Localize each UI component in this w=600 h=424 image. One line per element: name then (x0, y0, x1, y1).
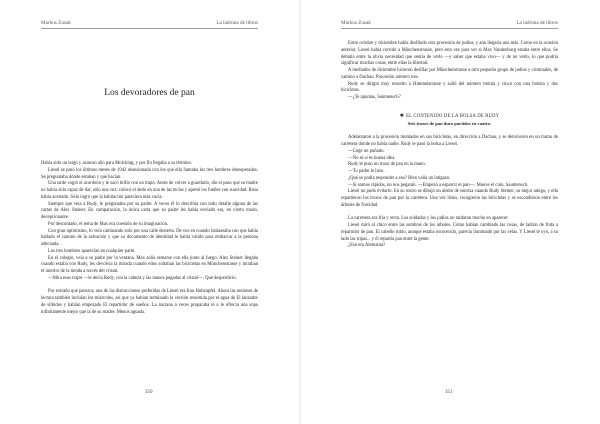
right-body-text (341, 41, 558, 250)
paragraph: Rudy se dirigió muy resuelto a Himmelstrasse y salió del número treinta y cinco con una bolsita y dos bicicletas. (341, 81, 558, 94)
section-heading (341, 114, 558, 121)
paragraph: En el colegio, veía a su padre por la ventana. Max solía sentarse con ella junto al fuego. Alex Steiner llegaba cuando estaba con Rudy, les devolvía la mirada cuando ellos soltaban las bicicletas en Münchenstrasse y miraban el interior de la tienda a través del cristal. (41, 255, 258, 274)
paragraph: Entre octubre y diciembre había desfilado otra procesión de judíos, y aún llegaría una más. Como en la ocasión anterior, Liesel había corrido a Münchenstrasse, pero esta vez para ver si Max Vandenburg estaba entre ellos. Se debatía entre la obvia necesidad que sentía de verlo —y saber que estaba vivo— y de no verlo, lo que podría significar muchas cosas, entre ellas la libertad. (341, 41, 558, 67)
page-number: 351 (445, 390, 453, 395)
paragraph: Había sido un largo y azaroso año para Molching, y por fin llegaba a su término. (41, 161, 193, 166)
right-page (300, 0, 600, 424)
paragraph: Adelantaron a la procesión montados en sus bicicletas, en dirección a Dachau, y se detuvieron en un tramo de carretera donde no había nadie. Rudy le pasó la bolsa a Liesel. (341, 135, 558, 147)
section-heading-text: EL CONTENIDO DE LA BOLSA DE RUDY (406, 113, 500, 119)
paragraph: —¿Te apuntas, Saumensch? (348, 95, 401, 100)
paragraph: Con gran optimismo, lo veía caminando solo por una calle desierta. De vez en cuando fantaseaba con que había hallado el camino de la salvación y que su documento de identidad le había valido para embarcar a la persona adecuada. (41, 228, 258, 247)
paragraph: Los tres hombres aparecían en cualquier parte. (48, 248, 136, 254)
paragraph: La carretera era fría y recta. Los soldados y los judíos no tardaron mucho en aparecer. (348, 216, 509, 222)
paragraph: —No sé si es buena idea. (348, 155, 396, 161)
chapter-title: Los devoradores de pan (104, 88, 195, 98)
paragraph: Siempre que veía a Rudy, le preguntaba por su padre. A veces él lo describía con todo detalle alguna de las cartas de Alex Steiner. En comparación, la única carta que su padre les había enviado era, en cierto modo, decepcionante. (41, 201, 258, 220)
star-icon: ✱ (399, 113, 405, 119)
paragraph: Una tarde cogió el acordeón y le sacó brillo con un trapo. Antes de volver a guardarlo, dio el paso que su madre no había sido capaz de dar, sólo una vez: colocó el dedo en una de las teclas y apretó los fuelles con suavidad. Rosa había acertado. Sólo logró que la habitación pareciera más vacía. (41, 181, 258, 200)
running-header-title: La ladrona de libros (516, 20, 558, 26)
paragraph: ¿Eso era Alemania? (348, 243, 386, 249)
running-header-author: Markus Zusak (341, 20, 371, 26)
paragraph: Por descontado, el tema de Max era cuestión de su imaginación. (48, 221, 169, 227)
left-body-text (41, 161, 258, 316)
paragraph: —Mira esos trajes —le decía Rudy, con la cabeza y las manos pegadas al cristal—. Qué desperdicio. (48, 275, 237, 281)
paragraph: Rudy le puso un trozo de pan en la mano. (348, 162, 426, 168)
running-header-title: La ladrona de libros (216, 20, 258, 26)
paragraph: Liesel miró al chico entre las sombras de los árboles. Cómo habían cambiado las cosas, de ladrón de fruta a repartidor de pan. El cabello rubio, aunque estaba oscurecido, parecía iluminado por las velas. Y Liesel le oyó, a su lado las tripas... y él repartía pan entre la gente. (341, 223, 558, 242)
section-subheading: Seis trozos de pan duro partidos en cuatro. (407, 120, 492, 126)
running-header-author: Markus Zusak (41, 20, 71, 26)
paragraph: —Coge un puñado. (348, 148, 385, 154)
header-rule (41, 28, 258, 29)
page-number: 350 (145, 390, 153, 395)
header-rule (341, 28, 558, 29)
paragraph: —Si somos rápidos, no nos pegarán. —Empezó a esparcir el pan—. Mueve el culo, Saumensch. (348, 182, 529, 188)
paragraph: —Tu padre lo hizo. (348, 169, 385, 174)
paragraph: A mediados de diciembre hicieron desfilar por Münchenstrasse a otro pequeño grupo de judíos y criminales, de camino a Dachau. Procesión número tres. (341, 68, 558, 80)
paragraph: Liesel no pudo evitarlo. En su rostro se dibujó un atisbo de sonrisa cuando Rudy Steiner, su mejor amigo, y ella repartieron los trozos de pan por la carretera. Una vez listos, recogieron las bicicletas y se escondieron entre los árboles de Navidad. (341, 189, 558, 208)
paragraph: Por extraño que parezca, una de las distracciones preferidas de Liesel era frau Holtzapfel. Ahora las sesiones de lectura también incluían los miércoles, así que ya habían terminado la versión resumida por el agua de El lanzador de silbidos y habían empezado El repartidor de sueños. La anciana a veces preparaba té o le ofrecía una sopa infinitamente mejor que la de su madre. Menos aguada. (41, 289, 258, 315)
paragraph: ¿Qué se podía responder a eso? Bien valía un latigazo. (348, 175, 451, 181)
paragraph: Liesel se pasó los últimos meses de 1942 obsesionada con los que ella llamaba los tres hombres desesperados. Se preguntaba dónde estaban y qué hacían. (41, 167, 258, 180)
